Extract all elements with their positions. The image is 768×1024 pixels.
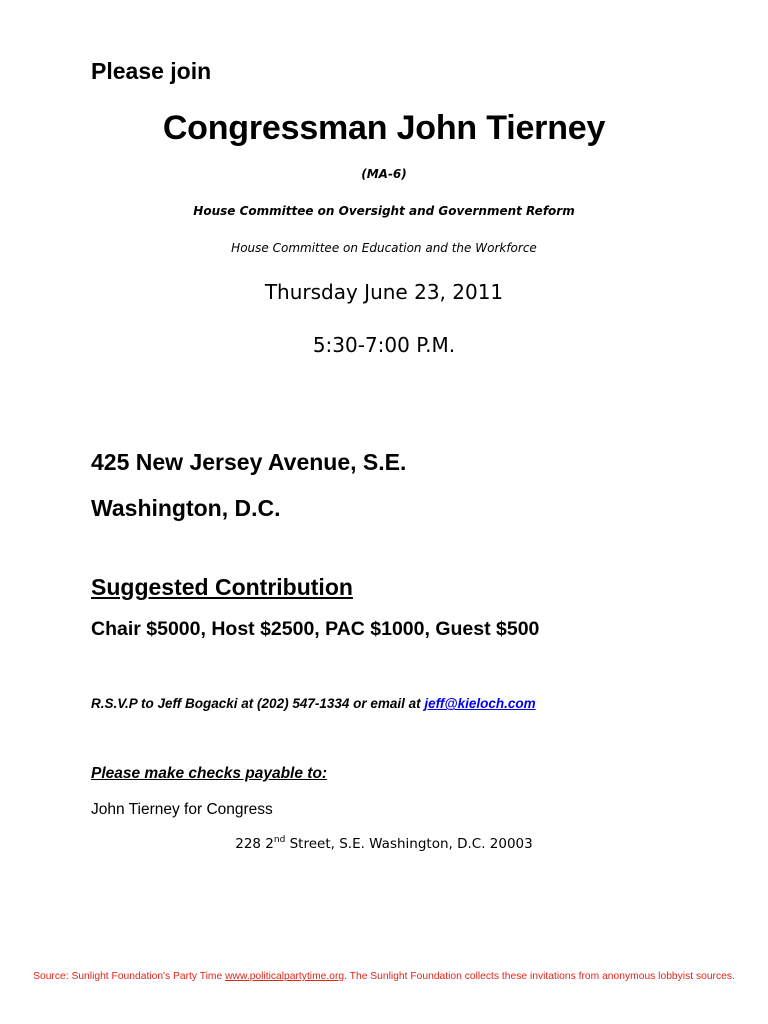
event-date: Thursday June 23, 2011: [264, 280, 504, 304]
contribution-heading: Suggested Contribution: [91, 574, 353, 600]
source-footer: [0, 971, 768, 982]
committee-education: House Committee on Education and the Workforce: [231, 241, 537, 255]
committee-oversight: House Committee on Oversight and Government Reform: [193, 204, 575, 218]
checks-heading: Please make checks payable to:: [91, 765, 328, 782]
source-suffix: . The Sunlight Foundation collects these invitations from anonymous lobbyist sources.: [344, 971, 735, 982]
payee-address-rest: Street, S.E. Washington, D.C. 20003: [285, 836, 533, 852]
source-prefix: Source: Sunlight Foundation's Party Time: [33, 971, 226, 982]
rsvp-line: [91, 696, 536, 711]
host-name: Congressman John Tierney: [162, 109, 606, 147]
payee-address-number: 228 2: [235, 836, 274, 852]
payee-address-ordinal: nd: [273, 835, 286, 845]
payee-name: John Tierney for Congress: [91, 801, 273, 818]
source-link[interactable]: www.politicalpartytime.org: [225, 971, 345, 982]
location-street: 425 New Jersey Avenue, S.E.: [91, 449, 407, 475]
district-label: (MA-6): [361, 167, 407, 181]
rsvp-email-link[interactable]: jeff@kieloch.com: [424, 696, 536, 711]
payee-address: [0, 836, 768, 852]
event-time: 5:30-7:00 P.M.: [312, 333, 456, 357]
contribution-levels: Chair $5000, Host $2500, PAC $1000, Guest $500: [91, 618, 540, 640]
rsvp-text: R.S.V.P to Jeff Bogacki at (202) 547-1334 or email at: [91, 696, 425, 711]
intro-text: Please join: [91, 58, 212, 84]
location-city: Washington, D.C.: [91, 495, 281, 521]
